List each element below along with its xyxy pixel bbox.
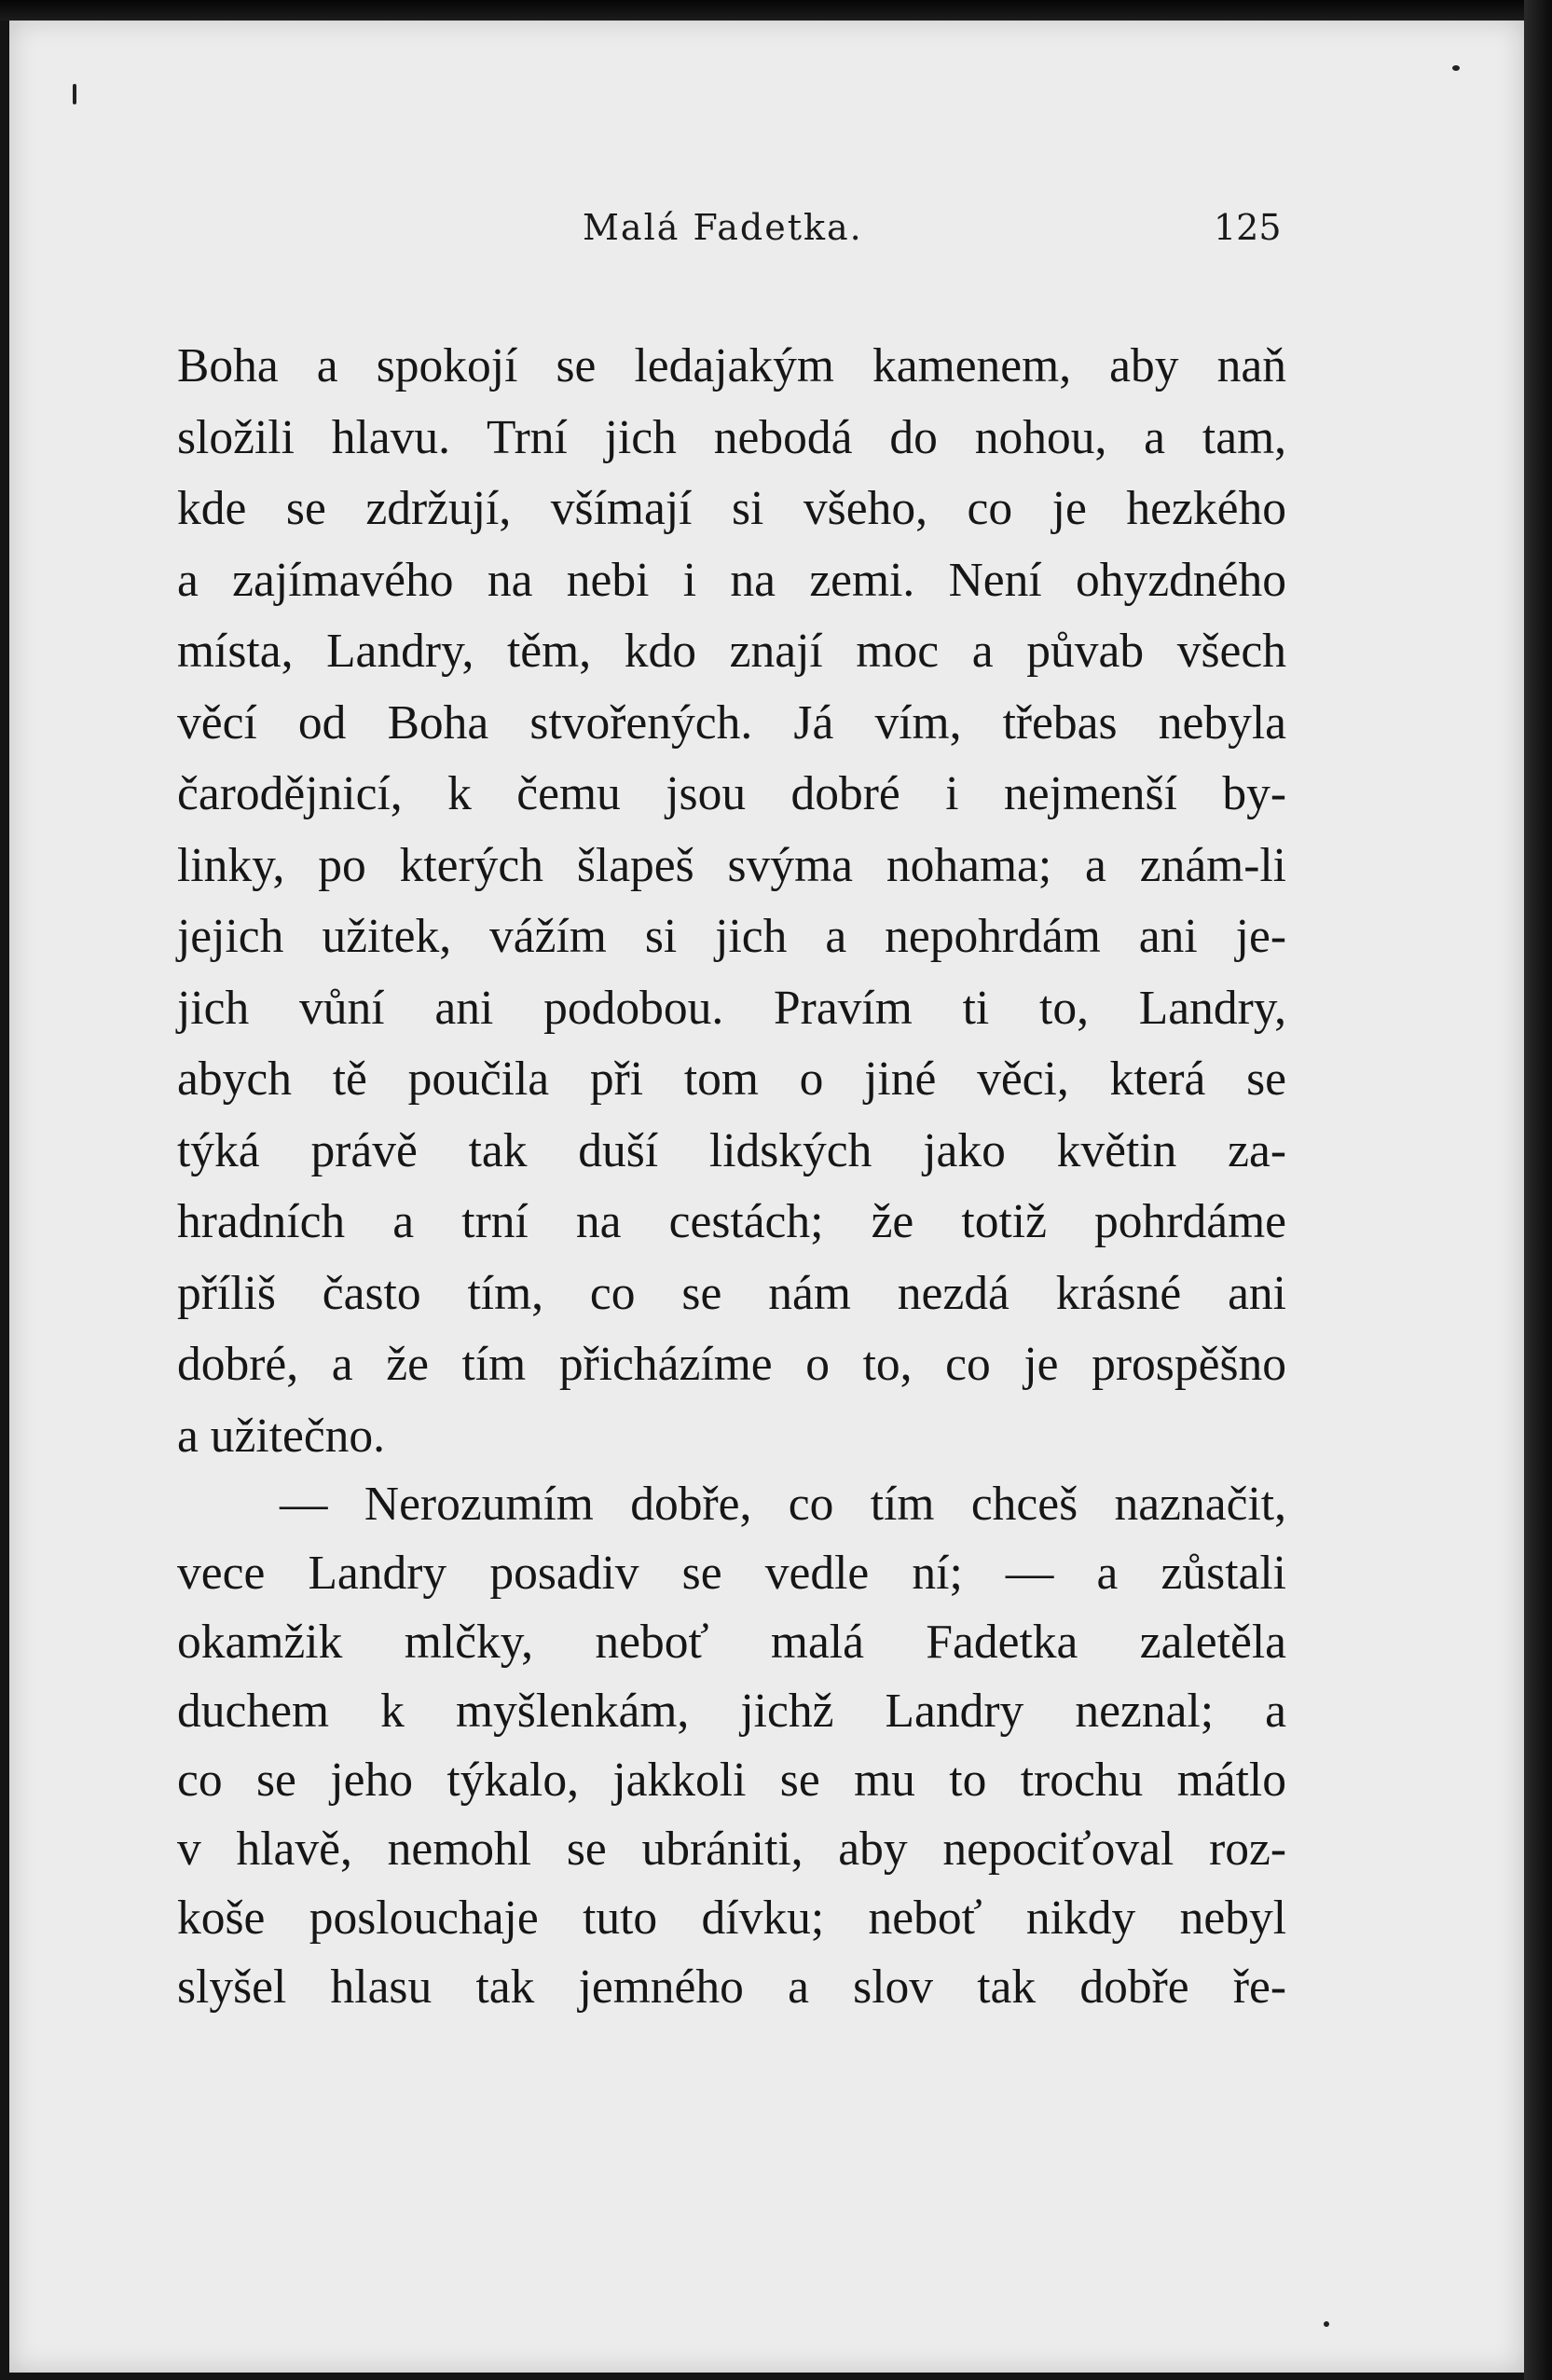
running-title: Malá Fadetka. bbox=[583, 207, 863, 248]
text-line: a zajímavého na nebi i na zemi. Není ohyzdného bbox=[177, 553, 1286, 607]
text-line: — Nerozumím dobře, co tím chceš naznačit, bbox=[280, 1478, 1286, 1531]
text-line: složili hlavu. Trní jich nebodá do nohou, a tam, bbox=[177, 410, 1286, 464]
text-line: a užitečno. bbox=[177, 1409, 386, 1463]
text-line: jejich užitek, vážím si jich a nepohrdám ani je- bbox=[177, 910, 1286, 963]
scan-top-edge bbox=[0, 0, 1552, 21]
text-line: Boha a spokojí se ledajakým kamenem, aby naň bbox=[177, 339, 1286, 392]
page-header bbox=[0, 203, 1552, 259]
scan-speck bbox=[73, 84, 76, 104]
scan-right-edge bbox=[1524, 0, 1552, 2380]
text-line: co se jeho týkalo, jakkoli se mu to trochu mátlo bbox=[177, 1754, 1286, 1807]
text-line: koše poslouchaje tuto dívku; neboť nikdy nebyl bbox=[177, 1892, 1286, 1945]
page-number: 125 bbox=[1214, 207, 1282, 248]
text-line: duchem k myšlenkám, jichž Landry neznal; a bbox=[177, 1685, 1286, 1738]
text-line: týká právě tak duší lidských jako květin za- bbox=[177, 1123, 1286, 1177]
text-line: linky, po kterých šlapeš svýma nohama; a znám-li bbox=[177, 838, 1286, 892]
paragraph-1 bbox=[177, 331, 1286, 1472]
text-line: slyšel hlasu tak jemného a slov tak dobře ře- bbox=[177, 1960, 1286, 2014]
text-line: věcí od Boha stvořených. Já vím, třebas nebyla bbox=[177, 695, 1286, 750]
text-line: jich vůní ani podobou. Pravím ti to, Landry, bbox=[177, 981, 1286, 1035]
text-line: hradních a trní na cestách; že totiž pohrdáme bbox=[177, 1195, 1286, 1248]
text-line: dobré, a že tím přicházíme o to, co je prospěšno bbox=[177, 1338, 1286, 1391]
text-line: příliš často tím, co se nám nezdá krásné ani bbox=[177, 1266, 1286, 1320]
scan-speck bbox=[1452, 65, 1460, 71]
text-line: kde se zdržují, všímají si všeho, co je hezkého bbox=[177, 482, 1286, 535]
paragraph-2 bbox=[177, 1470, 1286, 2022]
scan-speck bbox=[1324, 2321, 1329, 2327]
text-line: abych tě poučila při tom o jiné věci, která se bbox=[177, 1052, 1286, 1106]
text-line: v hlavě, nemohl se ubrániti, aby nepociťoval roz- bbox=[177, 1823, 1286, 1876]
text-line: čarodějnicí, k čemu jsou dobré i nejmenší by- bbox=[177, 767, 1286, 820]
text-line: místa, Landry, těm, kdo znají moc a půvab všech bbox=[177, 625, 1286, 678]
text-line: vece Landry posadiv se vedle ní; — a zůstali bbox=[177, 1547, 1286, 1600]
text-line: okamžik mlčky, neboť malá Fadetka zaletěla bbox=[177, 1616, 1286, 1669]
